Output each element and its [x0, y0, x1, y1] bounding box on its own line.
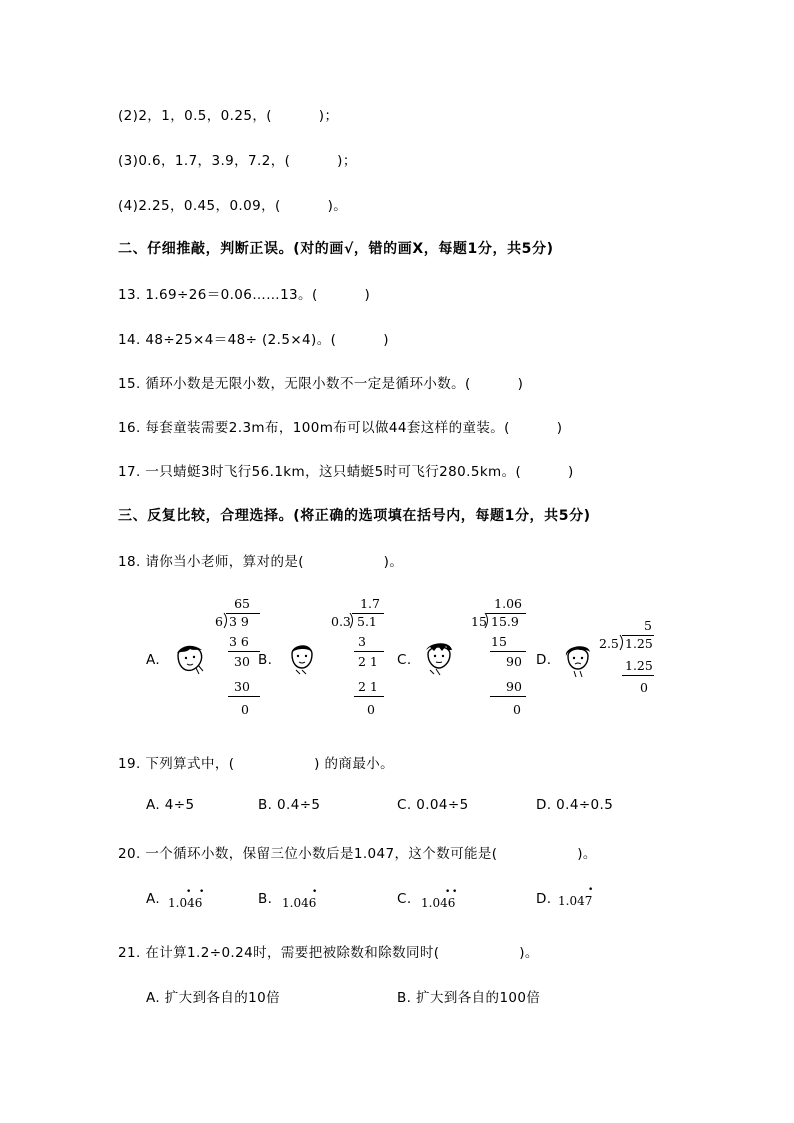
repeat-dot-icon: • [199, 887, 205, 897]
div-c-quotient: 1.06 [494, 596, 522, 611]
div-a-quotient: 65 [234, 596, 250, 611]
div-a-dividend: 3 9 [229, 614, 249, 629]
div-c-subtract-2: 90 [506, 679, 522, 694]
div-c-divisor: 15 [471, 614, 487, 629]
q18-option-c-label: C. [397, 652, 412, 668]
q21-option-b: B. 扩大到各自的100倍 [397, 990, 541, 1006]
div-b-remainder-2: 0 [367, 702, 375, 717]
question-21: 21. 在计算1.2÷0.24时，需要把被除数和除数同时( )。 [118, 945, 539, 961]
div-c-remainder-1: 90 [506, 654, 522, 669]
section-2-heading: 二、仔细推敲，判断正误。(对的画√，错的画X，每题1分，共5分) [118, 241, 554, 257]
long-division-a [212, 596, 260, 721]
div-a-remainder-2: 0 [241, 702, 249, 717]
student-face-icon-a [172, 641, 206, 675]
div-d-quotient: 5 [644, 618, 652, 633]
div-b-remainder-1: 2 1 [358, 654, 378, 669]
repeat-dot-icon: • [452, 887, 458, 897]
div-b-divisor: 0.3 [331, 614, 351, 629]
q20-option-c-label: C. [397, 891, 412, 907]
question-14: 14. 48÷25×4＝48÷ (2.5×4)。( ) [118, 332, 389, 348]
div-c-dividend: 15.9 [491, 614, 519, 629]
q12-item-3: (3)0.6，1.7，3.9，7.2，( )； [118, 153, 357, 169]
question-16: 16. 每套童装需要2.3m布，100m布可以做44套这样的童装。( ) [118, 420, 563, 436]
q12-item-4: (4)2.25，0.45，0.09，( )。 [118, 198, 348, 214]
q18-option-d-label: D. [536, 652, 552, 668]
repeat-dot-icon: • [312, 887, 318, 897]
div-a-subtract-1: 3 6 [229, 634, 249, 649]
div-a-divisor: 6 [215, 614, 223, 629]
div-b-quotient: 1.7 [360, 596, 380, 611]
q19-option-b: B. 0.4÷5 [258, 797, 321, 813]
question-18: 18. 请你当小老师，算对的是( )。 [118, 554, 404, 570]
long-division-d [598, 618, 658, 698]
q20-option-a-value: 1.046 [168, 896, 203, 910]
student-face-icon-d [562, 642, 594, 678]
q19-option-d: D. 0.4÷0.5 [536, 797, 614, 813]
q18-option-a-label: A. [146, 652, 161, 668]
repeat-dot-icon: • [445, 887, 451, 897]
div-c-remainder-2: 0 [513, 702, 521, 717]
div-d-remainder-1: 0 [640, 680, 648, 695]
q12-item-2: (2)2，1，0.5，0.25，( )； [118, 108, 339, 124]
q18-option-b-label: B. [258, 652, 273, 668]
div-a-remainder-1: 30 [234, 654, 250, 669]
question-13: 13. 1.69÷26＝0.06……13。( ) [118, 287, 371, 303]
question-15: 15. 循环小数是无限小数，无限小数不一定是循环小数。( ) [118, 376, 524, 392]
long-division-c [470, 596, 528, 721]
student-face-icon-c [422, 640, 456, 676]
section-3-heading: 三、反复比较，合理选择。(将正确的选项填在括号内，每题1分，共5分) [118, 508, 591, 524]
student-face-icon-b [286, 640, 318, 676]
repeat-dot-icon: • [186, 887, 192, 897]
div-b-dividend: 5.1 [357, 614, 377, 629]
div-a-subtract-2: 30 [234, 679, 250, 694]
q19-option-a: A. 4÷5 [146, 797, 195, 813]
div-d-subtract-1: 1.25 [625, 658, 653, 673]
q20-option-d-value: 1.047 [558, 894, 593, 908]
q20-option-a-label: A. [146, 891, 161, 907]
repeat-dot-icon: • [588, 885, 594, 895]
div-d-divisor: 2.5 [599, 636, 619, 651]
long-division-b [330, 596, 386, 721]
q20-option-b-value: 1.046 [282, 896, 317, 910]
div-b-subtract-2: 2 1 [358, 679, 378, 694]
question-19: 19. 下列算式中，( ) 的商最小。 [118, 756, 395, 772]
question-20: 20. 一个循环小数，保留三位小数后是1.047，这个数可能是( )。 [118, 846, 597, 862]
question-17: 17. 一只蜻蜓3时飞行56.1km，这只蜻蜓5时可飞行280.5km。( ) [118, 464, 574, 480]
q19-option-c: C. 0.04÷5 [397, 797, 469, 813]
div-c-subtract-1: 15 [491, 634, 507, 649]
div-b-subtract-1: 3 [358, 634, 366, 649]
div-d-dividend: 1.25 [625, 636, 653, 651]
q20-option-c-value: 1.046 [421, 896, 456, 910]
q20-option-b-label: B. [258, 891, 273, 907]
q20-option-d-label: D. [536, 891, 552, 907]
q21-option-a: A. 扩大到各自的10倍 [146, 990, 281, 1006]
